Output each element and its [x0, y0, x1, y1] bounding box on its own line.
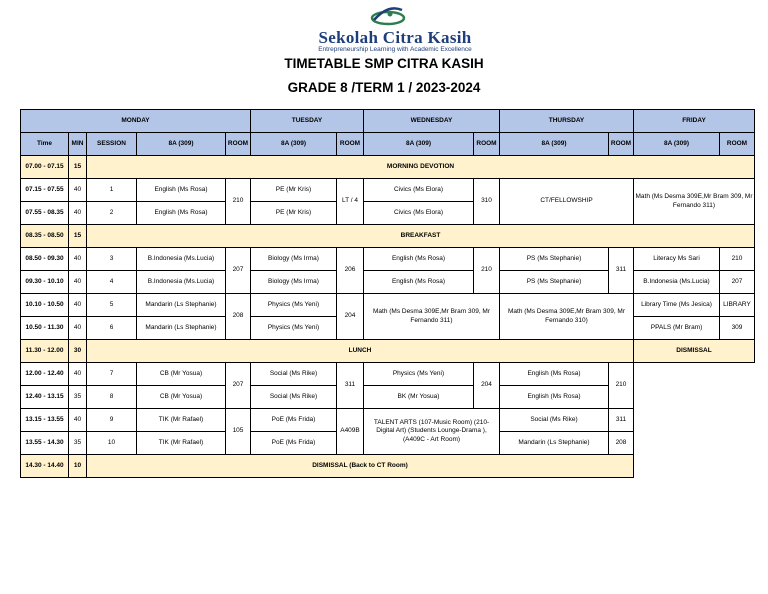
monday-room: 105 [226, 409, 251, 455]
thursday-subject: PS (Ms Stephanie) [500, 271, 609, 294]
time-cell: 09.30 - 10.10 [21, 271, 69, 294]
wednesday-subject: TALENT ARTS (107-Music Room) (210-Digital Art) (Students Lounge-Drama ), (A409C - Art Room) [364, 409, 500, 455]
monday-subject: B.Indonesia (Ms.Lucia) [137, 248, 226, 271]
session-cell: 2 [87, 202, 137, 225]
session-cell: 9 [87, 409, 137, 432]
table-row [21, 340, 755, 363]
friday-subject: B.Indonesia (Ms.Lucia) [634, 271, 720, 294]
min-cell: 40 [69, 179, 87, 202]
thursday-room: 311 [609, 248, 634, 294]
col-class-thursday: 8A (309) [500, 133, 609, 156]
school-tagline: Entrepreneurship Learning with Academic Excellence [318, 46, 472, 53]
friday-subject: Literacy Ms Sari [634, 248, 720, 271]
table-row [21, 271, 755, 294]
time-cell: 07.15 - 07.55 [21, 179, 69, 202]
column-header-row [21, 133, 755, 156]
time-cell: 14.30 - 14.40 [21, 455, 69, 478]
monday-subject: CB (Mr Yosua) [137, 386, 226, 409]
monday-subject: Mandarin (Ls Stephanie) [137, 294, 226, 317]
tuesday-subject: Physics (Ms Yeni) [251, 294, 337, 317]
school-emblem-icon [368, 4, 408, 28]
day-monday: MONDAY [21, 110, 251, 133]
friday-room: 210 [720, 248, 755, 271]
wednesday-subject: Physics (Ms Yeni) [364, 363, 474, 386]
tuesday-subject: PE (Mr Kris) [251, 179, 337, 202]
col-room-thursday: ROOM [609, 133, 634, 156]
page-subtitle: GRADE 8 /TERM 1 / 2023-2024 [287, 80, 481, 95]
time-cell: 08.50 - 09.30 [21, 248, 69, 271]
wednesday-room: 210 [474, 248, 500, 294]
col-room-friday: ROOM [720, 133, 755, 156]
wednesday-subject: BK (Mr Yosua) [364, 386, 474, 409]
day-wednesday: WEDNESDAY [364, 110, 500, 133]
monday-subject: CB (Mr Yosua) [137, 363, 226, 386]
time-cell: 11.30 - 12.00 [21, 340, 69, 363]
time-cell: 10.50 - 11.30 [21, 317, 69, 340]
monday-room: 207 [226, 363, 251, 409]
monday-subject: English (Ms Rosa) [137, 179, 226, 202]
monday-room: 210 [226, 179, 251, 225]
wednesday-room: 310 [474, 179, 500, 225]
time-cell: 13.15 - 13.55 [21, 409, 69, 432]
session-cell: 4 [87, 271, 137, 294]
table-row [21, 225, 755, 248]
session-cell: 1 [87, 179, 137, 202]
min-cell: 15 [69, 156, 87, 179]
col-room-monday: ROOM [226, 133, 251, 156]
table-row [21, 248, 755, 271]
min-cell: 40 [69, 409, 87, 432]
tuesday-subject: Biology (Ms Irma) [251, 271, 337, 294]
session-cell: 6 [87, 317, 137, 340]
tuesday-subject: Social (Ms Rike) [251, 386, 337, 409]
min-cell: 40 [69, 202, 87, 225]
thursday-subject: PS (Ms Stephanie) [500, 248, 609, 271]
thursday-room: 311 [609, 409, 634, 432]
wednesday-subject: English (Ms Rosa) [364, 248, 474, 271]
wednesday-subject: Civics (Ms Elora) [364, 179, 474, 202]
break-cell: LUNCH [87, 340, 634, 363]
col-session: SESSION [87, 133, 137, 156]
col-class-tuesday: 8A (309) [251, 133, 337, 156]
break-cell: BREAKFAST [87, 225, 755, 248]
friday-subject: Math (Ms Desma 309E,Mr Bram 309, Mr Fernando 311) [634, 179, 755, 225]
thursday-room: 208 [609, 432, 634, 455]
monday-subject: TIK (Mr Rafael) [137, 432, 226, 455]
friday-subject: Library Time (Ms Jesica) [634, 294, 720, 317]
tuesday-room: LT / 4 [337, 179, 364, 225]
table-row [21, 294, 755, 317]
time-cell: 08.35 - 08.50 [21, 225, 69, 248]
tuesday-subject: PE (Mr Kris) [251, 202, 337, 225]
min-cell: 10 [69, 455, 87, 478]
day-friday: FRIDAY [634, 110, 755, 133]
wednesday-subject: Math (Ms Desma 309E,Mr Bram 309, Mr Fernando 311) [364, 294, 500, 340]
col-class-friday: 8A (309) [634, 133, 720, 156]
min-cell: 40 [69, 294, 87, 317]
tuesday-room: 311 [337, 363, 364, 409]
tuesday-subject: Physics (Ms Yeni) [251, 317, 337, 340]
col-room-wednesday: ROOM [474, 133, 500, 156]
thursday-subject: CT/FELLOWSHIP [500, 179, 634, 225]
session-cell: 10 [87, 432, 137, 455]
min-cell: 15 [69, 225, 87, 248]
min-cell: 40 [69, 317, 87, 340]
wednesday-room: 204 [474, 363, 500, 409]
day-tuesday: TUESDAY [251, 110, 364, 133]
break-cell: MORNING DEVOTION [87, 156, 755, 179]
tuesday-room: 204 [337, 294, 364, 340]
friday-dismissal: DISMISSAL [634, 340, 755, 363]
time-cell: 13.55 - 14.30 [21, 432, 69, 455]
school-name: Sekolah Citra Kasih [318, 28, 472, 47]
min-cell: 30 [69, 340, 87, 363]
time-cell: 10.10 - 10.50 [21, 294, 69, 317]
friday-subject: PPALS (Mr Bram) [634, 317, 720, 340]
min-cell: 40 [69, 363, 87, 386]
table-row [21, 156, 755, 179]
min-cell: 35 [69, 386, 87, 409]
tuesday-subject: PoE (Ms Frida) [251, 432, 337, 455]
day-thursday: THURSDAY [500, 110, 634, 133]
thursday-subject: Math (Ms Desma 309E,Mr Bram 309, Mr Fernando 310) [500, 294, 634, 340]
tuesday-subject: Biology (Ms Irma) [251, 248, 337, 271]
table-row [21, 363, 755, 386]
monday-subject: TIK (Mr Rafael) [137, 409, 226, 432]
wednesday-subject: Civics (Ms Elora) [364, 202, 474, 225]
time-cell: 12.00 - 12.40 [21, 363, 69, 386]
wednesday-subject: English (Ms Rosa) [364, 271, 474, 294]
thursday-room: 210 [609, 363, 634, 409]
min-cell: 40 [69, 248, 87, 271]
page-title: TIMETABLE SMP CITRA KASIH [284, 56, 484, 71]
col-room-tuesday: ROOM [337, 133, 364, 156]
monday-subject: Mandarin (Ls Stephanie) [137, 317, 226, 340]
time-cell: 07.00 - 07.15 [21, 156, 69, 179]
friday-room: LIBRARY [720, 294, 755, 317]
col-class-wednesday: 8A (309) [364, 133, 474, 156]
thursday-subject: English (Ms Rosa) [500, 363, 609, 386]
tuesday-room: 206 [337, 248, 364, 294]
monday-room: 208 [226, 294, 251, 340]
time-cell: 07.55 - 08.35 [21, 202, 69, 225]
timetable [20, 109, 755, 478]
tuesday-subject: Social (Ms Rike) [251, 363, 337, 386]
day-header-row [21, 110, 755, 133]
thursday-subject: Mandarin (Ls Stephanie) [500, 432, 609, 455]
session-cell: 8 [87, 386, 137, 409]
friday-room: 207 [720, 271, 755, 294]
monday-subject: English (Ms Rosa) [137, 202, 226, 225]
thursday-subject: English (Ms Rosa) [500, 386, 609, 409]
break-cell: DISMISSAL (Back to CT Room) [87, 455, 634, 478]
monday-subject: B.Indonesia (Ms.Lucia) [137, 271, 226, 294]
session-cell: 7 [87, 363, 137, 386]
col-min: MIN [69, 133, 87, 156]
min-cell: 35 [69, 432, 87, 455]
time-cell: 12.40 - 13.15 [21, 386, 69, 409]
session-cell: 3 [87, 248, 137, 271]
friday-room: 309 [720, 317, 755, 340]
min-cell: 40 [69, 271, 87, 294]
table-row [21, 179, 755, 202]
thursday-subject: Social (Ms Rike) [500, 409, 609, 432]
tuesday-subject: PoE (Ms Frida) [251, 409, 337, 432]
tuesday-room: A409B [337, 409, 364, 455]
school-logo [300, 4, 490, 54]
col-time: Time [21, 133, 69, 156]
col-class-monday: 8A (309) [137, 133, 226, 156]
monday-room: 207 [226, 248, 251, 294]
session-cell: 5 [87, 294, 137, 317]
empty-area [634, 363, 755, 478]
